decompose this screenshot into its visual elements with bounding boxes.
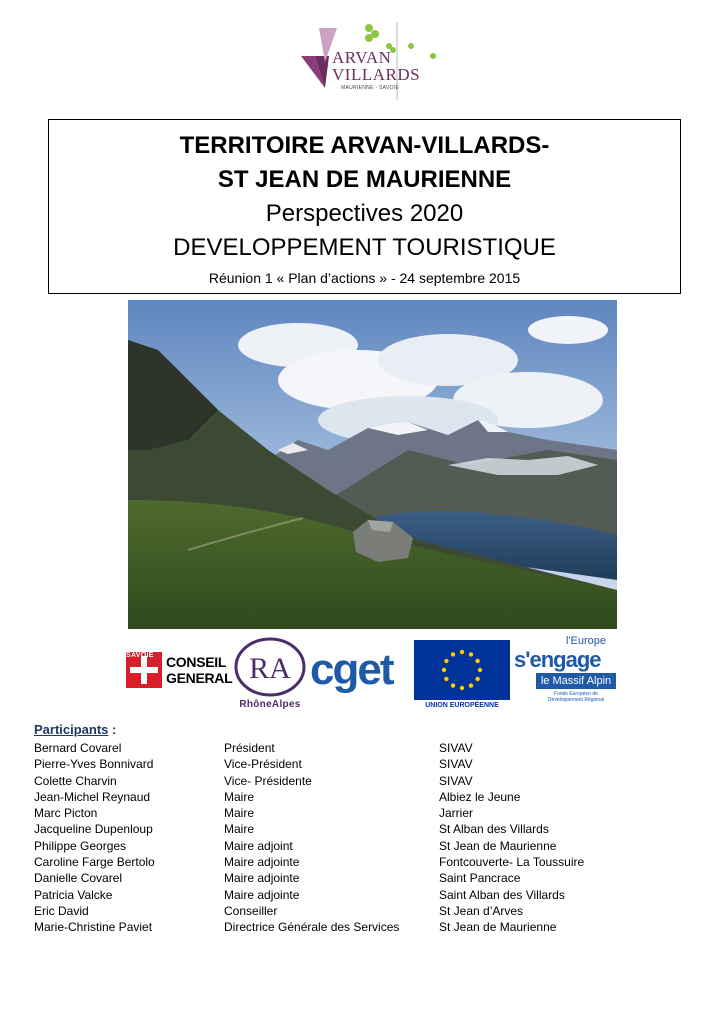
rhone-alpes-name: RhôneAlpes	[239, 699, 301, 710]
mountain-lake-photo	[128, 300, 617, 629]
title-line-3: Perspectives 2020	[265, 200, 464, 227]
participant-role: Maire adjoint	[224, 838, 293, 853]
participant-role: Conseiller	[224, 903, 278, 918]
participant-organization: Fontcouverte- La Toussuire	[439, 855, 585, 870]
participant-role: Président	[224, 741, 275, 755]
participant-organization: Albiez le Jeune	[439, 789, 521, 804]
participant-role: Directrice Générale des Services	[224, 920, 400, 935]
participant-name: Eric David	[34, 903, 89, 918]
participants-heading-label: Participants	[34, 722, 109, 737]
participant-name: Jean-Michel Reynaud	[34, 789, 151, 804]
participant-role: Maire adjointe	[224, 855, 300, 870]
rhone-alpes-logo	[230, 635, 310, 713]
europe-massif-alpin-logo	[514, 635, 618, 711]
participant-name: Caroline Farge Bertolo	[34, 855, 155, 870]
participant-name: Colette Charvin	[34, 773, 117, 788]
massif-line-4: Fonds Européen de Développement Régional	[547, 691, 605, 703]
participant-role: Maire adjointe	[224, 887, 300, 902]
conseil-word: CONSEIL	[166, 654, 227, 670]
participant-name: Danielle Covarel	[34, 871, 123, 886]
participant-organization: St Jean de Maurienne	[439, 920, 557, 935]
conseil-general-savoie-logo	[126, 652, 233, 688]
ra-monogram-icon	[230, 635, 310, 699]
massif-line-1: l'Europe	[566, 635, 607, 647]
participant-organization: St Jean d’Arves	[439, 903, 524, 918]
savoie-cross-icon	[126, 652, 162, 688]
logo-word-arvan: ARVAN	[332, 48, 392, 67]
participant-organization: SIVAV	[439, 741, 473, 755]
meeting-subtitle: Réunion 1 « Plan d’actions » - 24 septembre 2015	[208, 270, 521, 286]
title-line-4: DEVELOPPEMENT TOURISTIQUE	[173, 234, 556, 261]
cget-logo	[310, 647, 410, 693]
union-europeenne-logo	[414, 640, 510, 712]
eu-label: UNION EUROPÉENNE	[425, 702, 499, 709]
arvan-villards-logo	[295, 18, 445, 104]
savoie-tag: SAVOIE	[126, 652, 154, 659]
cget-wordmark: cget	[310, 645, 393, 694]
logo-word-villards: VILLARDS	[332, 65, 421, 84]
participants-heading-colon: :	[108, 722, 117, 737]
partner-logos	[120, 635, 620, 715]
participants-heading	[34, 722, 116, 737]
participant-name: Jacqueline Dupenloup	[34, 822, 153, 837]
participant-role: Vice- Présidente	[224, 773, 312, 788]
participant-name: Philippe Georges	[34, 838, 127, 853]
participant-name: Marc Picton	[34, 806, 98, 821]
participant-organization: Saint Pancrace	[439, 871, 521, 886]
participant-organization: St Jean de Maurienne	[439, 838, 557, 853]
participant-organization: Jarrier	[439, 806, 474, 821]
participant-role: Maire	[224, 806, 255, 821]
general-word: GENERAL	[166, 670, 233, 686]
participant-organization: SIVAV	[439, 757, 473, 772]
participant-name: Marie-Christine Paviet	[34, 920, 153, 935]
participant-role: Maire	[224, 822, 255, 837]
participant-organization: SIVAV	[439, 773, 473, 788]
participant-organization: Saint Alban des Villards	[439, 887, 565, 902]
logo-subtitle: MAURIENNE · SAVOIE	[341, 85, 400, 91]
massif-line-2: s'engage	[514, 647, 601, 672]
title-line-2: ST JEAN DE MAURIENNE	[217, 166, 512, 193]
participant-role: Maire	[224, 789, 255, 804]
massif-line-3: le Massif Alpin	[536, 673, 616, 689]
title-line-1: TERRITOIRE ARVAN-VILLARDS-	[179, 132, 550, 159]
participant-name: Patricia Valcke	[34, 887, 113, 902]
title-box	[48, 119, 681, 294]
participant-role: Vice-Président	[224, 757, 302, 772]
participant-name: Bernard Covarel	[34, 741, 122, 755]
eu-flag-icon	[414, 640, 510, 700]
participant-name: Pierre-Yves Bonnivard	[34, 757, 154, 772]
ra-monogram-text: RA	[249, 652, 291, 685]
participant-organization: St Alban des Villards	[439, 822, 549, 837]
participant-role: Maire adjointe	[224, 871, 300, 886]
